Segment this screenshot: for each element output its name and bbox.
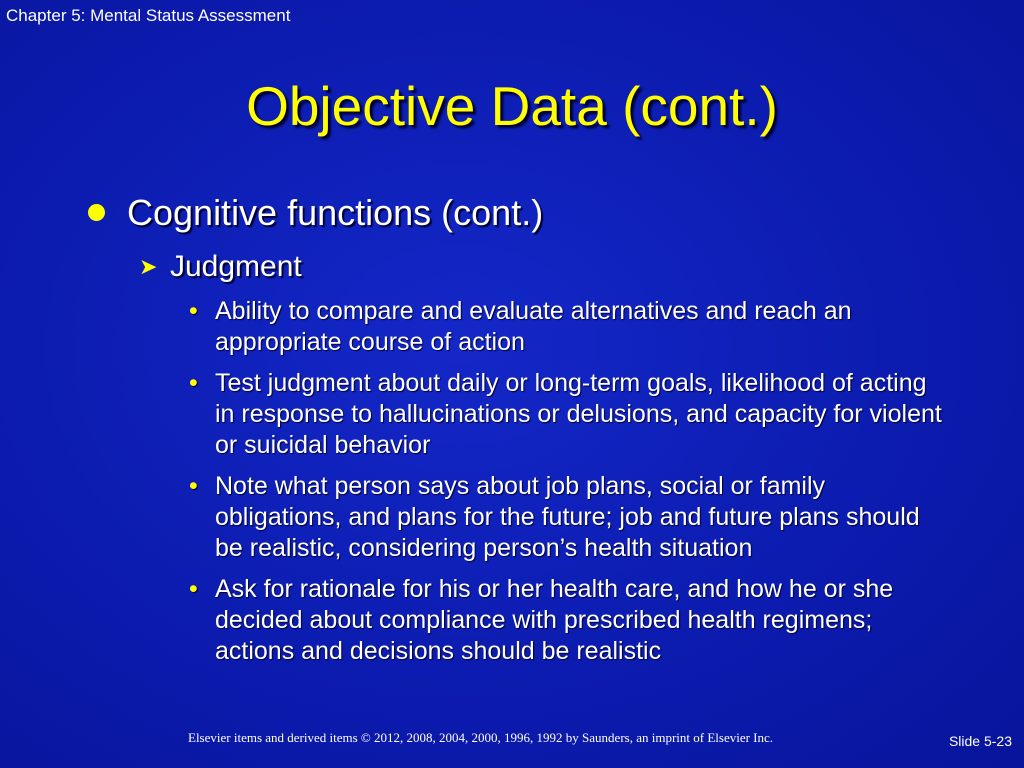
bullet-dot-icon: • [189,575,198,603]
slide-title: Objective Data (cont.) [246,75,778,137]
level2-text: Judgment [170,250,302,283]
chapter-header: Chapter 5: Mental Status Assessment [6,6,291,25]
bullet-text: Ability to compare and evaluate alternatives and reach an appropriate course of action [215,297,852,356]
bullet-text: Note what person says about job plans, social or family obligations, and plans for the future; job and future plans should be realistic, considering person’s health situation [215,472,920,562]
list-item [187,368,947,461]
bullet-dot-icon: • [189,297,198,325]
list-item [187,574,947,667]
slide-number: Slide 5-23 [948,733,1012,749]
filled-circle-bullet-icon [88,204,105,221]
copyright-footer: Elsevier items and derived items © 2012, 2008, 2004, 2000, 1996, 1992 by Saunders, an imprint of Elsevier Inc. [188,730,774,745]
bullet-dot-icon: • [189,369,198,397]
level1-text: Cognitive functions (cont.) [127,192,544,233]
bullet-text: Ask for rationale for his or her health care, and how he or she decided about compliance with prescribed health regimens; actions and decisions should be realistic [215,575,894,665]
bullet-list [187,296,947,677]
arrowhead-bullet-icon: ➤ [139,254,158,279]
list-item [187,471,947,564]
bullet-dot-icon: • [189,472,198,500]
list-item [187,296,947,358]
bullet-text: Test judgment about daily or long-term goals, likelihood of acting in response to hallucinations or delusions, and capacity for violent or suicidal behavior [215,369,942,459]
